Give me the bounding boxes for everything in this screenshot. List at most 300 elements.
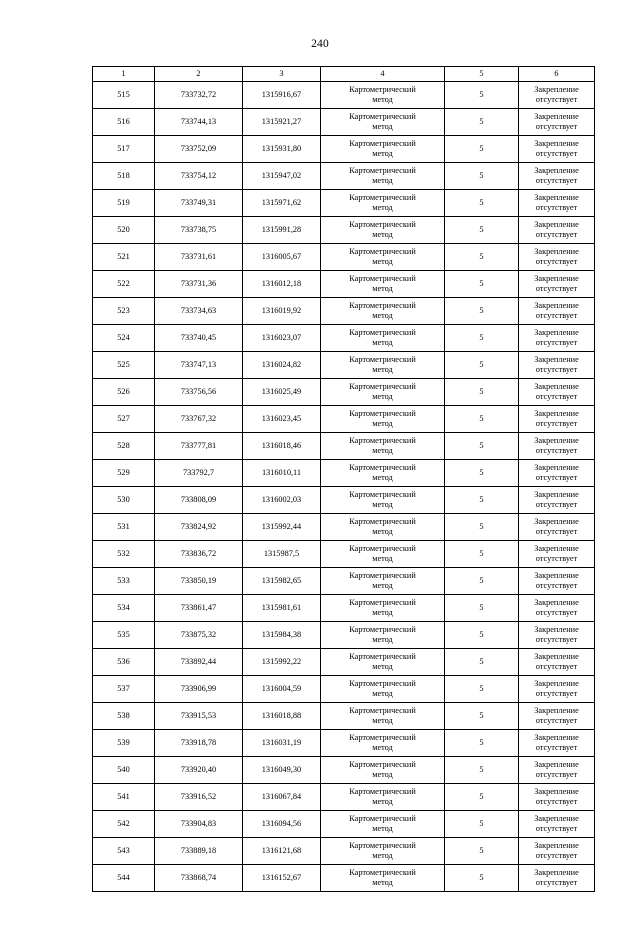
coordinate-x-cell: 733875,32 xyxy=(155,622,243,649)
table-row xyxy=(93,703,595,730)
point-number-cell: 528 xyxy=(93,433,155,460)
fixing-cell-line: Закрепление xyxy=(534,651,579,661)
point-number-cell: 542 xyxy=(93,811,155,838)
coordinate-y-cell: 1316010,11 xyxy=(243,460,321,487)
fixing-cell-line: отсутствует xyxy=(535,500,578,509)
column-header-3: 3 xyxy=(243,67,321,82)
coordinate-x-cell: 733734,63 xyxy=(155,298,243,325)
coordinate-x-cell: 733747,13 xyxy=(155,352,243,379)
table-row xyxy=(93,217,595,244)
point-number-cell: 541 xyxy=(93,784,155,811)
fixing-cell xyxy=(519,487,595,514)
point-number-cell: 524 xyxy=(93,325,155,352)
method-cell xyxy=(321,865,445,892)
coordinate-y-cell: 1316019,92 xyxy=(243,298,321,325)
table-row xyxy=(93,352,595,379)
method-cell-line: Картометрический xyxy=(349,705,416,715)
table-row xyxy=(93,784,595,811)
point-number-cell: 537 xyxy=(93,676,155,703)
fixing-cell xyxy=(519,244,595,271)
coordinate-y-cell: 1315984,38 xyxy=(243,622,321,649)
method-cell-line: Картометрический xyxy=(349,219,416,229)
coordinate-x-cell: 733731,61 xyxy=(155,244,243,271)
method-cell-line: метод xyxy=(372,743,393,752)
fixing-cell-line: отсутствует xyxy=(535,176,578,185)
point-number-cell: 533 xyxy=(93,568,155,595)
method-cell-line: Картометрический xyxy=(349,462,416,472)
fixing-cell-line: Закрепление xyxy=(534,165,579,175)
fixing-cell-line: Закрепление xyxy=(534,408,579,418)
point-number-cell: 527 xyxy=(93,406,155,433)
table-header-row xyxy=(93,67,595,82)
method-cell-line: метод xyxy=(372,662,393,671)
method-cell xyxy=(321,271,445,298)
fixing-cell-line: отсутствует xyxy=(535,257,578,266)
fixing-cell xyxy=(519,703,595,730)
table-row xyxy=(93,568,595,595)
method-cell xyxy=(321,406,445,433)
table-row xyxy=(93,406,595,433)
fixing-cell-line: отсутствует xyxy=(535,851,578,860)
coordinate-y-cell: 1316094,56 xyxy=(243,811,321,838)
method-cell-line: метод xyxy=(372,527,393,536)
method-cell xyxy=(321,82,445,109)
method-cell xyxy=(321,784,445,811)
error-cell: 5 xyxy=(445,514,519,541)
method-cell-line: метод xyxy=(372,446,393,455)
coordinate-y-cell: 1316121,68 xyxy=(243,838,321,865)
method-cell-line: метод xyxy=(372,284,393,293)
fixing-cell-line: Закрепление xyxy=(534,300,579,310)
method-cell-line: Картометрический xyxy=(349,327,416,337)
point-number-cell: 525 xyxy=(93,352,155,379)
point-number-cell: 518 xyxy=(93,163,155,190)
error-cell: 5 xyxy=(445,730,519,757)
table-container xyxy=(0,66,640,892)
point-number-cell: 521 xyxy=(93,244,155,271)
point-number-cell: 531 xyxy=(93,514,155,541)
fixing-cell-line: Закрепление xyxy=(534,381,579,391)
table-row xyxy=(93,136,595,163)
coordinate-y-cell: 1316023,07 xyxy=(243,325,321,352)
method-cell-line: Картометрический xyxy=(349,813,416,823)
method-cell xyxy=(321,136,445,163)
error-cell: 5 xyxy=(445,433,519,460)
coordinate-x-cell: 733740,45 xyxy=(155,325,243,352)
table-row xyxy=(93,163,595,190)
method-cell-line: метод xyxy=(372,95,393,104)
coordinate-y-cell: 1315981,61 xyxy=(243,595,321,622)
method-cell xyxy=(321,460,445,487)
method-cell-line: Картометрический xyxy=(349,138,416,148)
method-cell-line: метод xyxy=(372,365,393,374)
coordinate-x-cell: 733889,18 xyxy=(155,838,243,865)
method-cell-line: Картометрический xyxy=(349,192,416,202)
fixing-cell-line: Закрепление xyxy=(534,327,579,337)
coordinate-x-cell: 733777,81 xyxy=(155,433,243,460)
error-cell: 5 xyxy=(445,649,519,676)
table-row xyxy=(93,541,595,568)
fixing-cell xyxy=(519,568,595,595)
point-number-cell: 517 xyxy=(93,136,155,163)
error-cell: 5 xyxy=(445,163,519,190)
fixing-cell-line: отсутствует xyxy=(535,203,578,212)
method-cell xyxy=(321,190,445,217)
fixing-cell-line: Закрепление xyxy=(534,273,579,283)
fixing-cell-line: Закрепление xyxy=(534,840,579,850)
method-cell xyxy=(321,622,445,649)
table-row xyxy=(93,811,595,838)
method-cell xyxy=(321,487,445,514)
method-cell xyxy=(321,244,445,271)
fixing-cell xyxy=(519,433,595,460)
coordinate-y-cell: 1316002,03 xyxy=(243,487,321,514)
error-cell: 5 xyxy=(445,757,519,784)
method-cell-line: метод xyxy=(372,608,393,617)
method-cell-line: метод xyxy=(372,176,393,185)
fixing-cell-line: Закрепление xyxy=(534,138,579,148)
column-header-5: 5 xyxy=(445,67,519,82)
page-number: 240 xyxy=(311,38,329,50)
table-row xyxy=(93,514,595,541)
coordinate-y-cell: 1316005,67 xyxy=(243,244,321,271)
method-cell-line: Картометрический xyxy=(349,597,416,607)
fixing-cell-line: отсутствует xyxy=(535,716,578,725)
coordinate-y-cell: 1315992,44 xyxy=(243,514,321,541)
table-row xyxy=(93,298,595,325)
fixing-cell-line: Закрепление xyxy=(534,435,579,445)
table-row xyxy=(93,676,595,703)
fixing-cell-line: отсутствует xyxy=(535,770,578,779)
table-row xyxy=(93,622,595,649)
coordinate-y-cell: 1316024,82 xyxy=(243,352,321,379)
fixing-cell-line: отсутствует xyxy=(535,95,578,104)
error-cell: 5 xyxy=(445,190,519,217)
error-cell: 5 xyxy=(445,568,519,595)
coordinate-x-cell: 733738,75 xyxy=(155,217,243,244)
fixing-cell-line: отсутствует xyxy=(535,149,578,158)
column-header-6: 6 xyxy=(519,67,595,82)
fixing-cell-line: Закрепление xyxy=(534,219,579,229)
method-cell-line: метод xyxy=(372,824,393,833)
coordinate-x-cell: 733868,74 xyxy=(155,865,243,892)
fixing-cell xyxy=(519,676,595,703)
fixing-cell-line: отсутствует xyxy=(535,878,578,887)
fixing-cell-line: отсутствует xyxy=(535,608,578,617)
table-row xyxy=(93,379,595,406)
point-number-cell: 530 xyxy=(93,487,155,514)
error-cell: 5 xyxy=(445,82,519,109)
coordinate-x-cell: 733756,56 xyxy=(155,379,243,406)
fixing-cell xyxy=(519,352,595,379)
coordinate-x-cell: 733850,19 xyxy=(155,568,243,595)
coordinate-x-cell: 733824,92 xyxy=(155,514,243,541)
method-cell xyxy=(321,811,445,838)
error-cell: 5 xyxy=(445,595,519,622)
method-cell-line: Картометрический xyxy=(349,273,416,283)
method-cell-line: Картометрический xyxy=(349,543,416,553)
coordinate-y-cell: 1316025,49 xyxy=(243,379,321,406)
method-cell-line: метод xyxy=(372,635,393,644)
table-row xyxy=(93,109,595,136)
method-cell-line: Картометрический xyxy=(349,732,416,742)
method-cell-line: метод xyxy=(372,500,393,509)
coordinate-x-cell: 733906,99 xyxy=(155,676,243,703)
coordinate-x-cell: 733918,78 xyxy=(155,730,243,757)
coordinate-y-cell: 1315947,02 xyxy=(243,163,321,190)
fixing-cell-line: отсутствует xyxy=(535,635,578,644)
error-cell: 5 xyxy=(445,244,519,271)
point-number-cell: 523 xyxy=(93,298,155,325)
coordinate-x-cell: 733792,7 xyxy=(155,460,243,487)
table-row xyxy=(93,460,595,487)
error-cell: 5 xyxy=(445,271,519,298)
method-cell-line: Картометрический xyxy=(349,111,416,121)
method-cell-line: метод xyxy=(372,851,393,860)
error-cell: 5 xyxy=(445,298,519,325)
fixing-cell-line: Закрепление xyxy=(534,111,579,121)
method-cell xyxy=(321,676,445,703)
coordinate-y-cell: 1316152,67 xyxy=(243,865,321,892)
coordinate-y-cell: 1316018,46 xyxy=(243,433,321,460)
error-cell: 5 xyxy=(445,811,519,838)
fixing-cell xyxy=(519,649,595,676)
fixing-cell xyxy=(519,190,595,217)
coordinate-y-cell: 1315971,62 xyxy=(243,190,321,217)
coordinate-x-cell: 733767,32 xyxy=(155,406,243,433)
coordinate-x-cell: 733915,53 xyxy=(155,703,243,730)
method-cell xyxy=(321,568,445,595)
point-number-cell: 532 xyxy=(93,541,155,568)
coordinate-x-cell: 733749,31 xyxy=(155,190,243,217)
point-number-cell: 522 xyxy=(93,271,155,298)
error-cell: 5 xyxy=(445,838,519,865)
error-cell: 5 xyxy=(445,541,519,568)
fixing-cell xyxy=(519,460,595,487)
method-cell xyxy=(321,298,445,325)
fixing-cell-line: Закрепление xyxy=(534,759,579,769)
method-cell xyxy=(321,163,445,190)
fixing-cell xyxy=(519,541,595,568)
method-cell-line: метод xyxy=(372,257,393,266)
point-number-cell: 544 xyxy=(93,865,155,892)
fixing-cell-line: Закрепление xyxy=(534,597,579,607)
coordinate-y-cell: 1316031,19 xyxy=(243,730,321,757)
table-row xyxy=(93,82,595,109)
fixing-cell xyxy=(519,136,595,163)
table-row xyxy=(93,271,595,298)
fixing-cell xyxy=(519,838,595,865)
method-cell-line: метод xyxy=(372,338,393,347)
fixing-cell xyxy=(519,757,595,784)
table-row xyxy=(93,649,595,676)
method-cell-line: Картометрический xyxy=(349,624,416,634)
coordinate-x-cell: 733861,47 xyxy=(155,595,243,622)
fixing-cell-line: Закрепление xyxy=(534,354,579,364)
method-cell-line: метод xyxy=(372,581,393,590)
coordinate-x-cell: 733731,36 xyxy=(155,271,243,298)
table-row xyxy=(93,757,595,784)
fixing-cell-line: отсутствует xyxy=(535,338,578,347)
coordinate-x-cell: 733920,40 xyxy=(155,757,243,784)
coordinate-y-cell: 1316018,88 xyxy=(243,703,321,730)
fixing-cell-line: отсутствует xyxy=(535,581,578,590)
method-cell xyxy=(321,730,445,757)
fixing-cell-line: Закрепление xyxy=(534,246,579,256)
method-cell xyxy=(321,514,445,541)
coordinate-x-cell: 733808,09 xyxy=(155,487,243,514)
fixing-cell-line: Закрепление xyxy=(534,678,579,688)
fixing-cell-line: Закрепление xyxy=(534,867,579,877)
table-row xyxy=(93,190,595,217)
fixing-cell-line: Закрепление xyxy=(534,543,579,553)
point-number-cell: 538 xyxy=(93,703,155,730)
table-row xyxy=(93,595,595,622)
error-cell: 5 xyxy=(445,460,519,487)
column-header-1: 1 xyxy=(93,67,155,82)
method-cell xyxy=(321,541,445,568)
fixing-cell xyxy=(519,82,595,109)
method-cell xyxy=(321,109,445,136)
method-cell xyxy=(321,649,445,676)
method-cell xyxy=(321,595,445,622)
method-cell-line: метод xyxy=(372,392,393,401)
point-number-cell: 534 xyxy=(93,595,155,622)
error-cell: 5 xyxy=(445,217,519,244)
point-number-cell: 539 xyxy=(93,730,155,757)
method-cell-line: Картометрический xyxy=(349,489,416,499)
point-number-cell: 536 xyxy=(93,649,155,676)
fixing-cell xyxy=(519,730,595,757)
fixing-cell-line: отсутствует xyxy=(535,446,578,455)
table-row xyxy=(93,865,595,892)
fixing-cell xyxy=(519,271,595,298)
coordinate-y-cell: 1315921,27 xyxy=(243,109,321,136)
method-cell-line: метод xyxy=(372,554,393,563)
table-row xyxy=(93,433,595,460)
coordinate-x-cell: 733752,09 xyxy=(155,136,243,163)
error-cell: 5 xyxy=(445,622,519,649)
method-cell-line: Картометрический xyxy=(349,840,416,850)
method-cell-line: метод xyxy=(372,716,393,725)
fixing-cell-line: отсутствует xyxy=(535,554,578,563)
fixing-cell-line: Закрепление xyxy=(534,786,579,796)
fixing-cell xyxy=(519,298,595,325)
method-cell-line: Картометрический xyxy=(349,165,416,175)
fixing-cell-line: отсутствует xyxy=(535,122,578,131)
fixing-cell-line: отсутствует xyxy=(535,311,578,320)
point-number-cell: 540 xyxy=(93,757,155,784)
method-cell-line: Картометрический xyxy=(349,570,416,580)
error-cell: 5 xyxy=(445,487,519,514)
method-cell-line: Картометрический xyxy=(349,651,416,661)
fixing-cell-line: Закрепление xyxy=(534,462,579,472)
method-cell xyxy=(321,703,445,730)
coordinates-table xyxy=(92,66,595,892)
method-cell-line: Картометрический xyxy=(349,867,416,877)
fixing-cell xyxy=(519,622,595,649)
fixing-cell-line: Закрепление xyxy=(534,516,579,526)
coordinate-y-cell: 1316023,45 xyxy=(243,406,321,433)
fixing-cell-line: отсутствует xyxy=(535,230,578,239)
method-cell-line: Картометрический xyxy=(349,354,416,364)
table-row xyxy=(93,838,595,865)
method-cell-line: метод xyxy=(372,473,393,482)
fixing-cell xyxy=(519,595,595,622)
table-row xyxy=(93,244,595,271)
fixing-cell xyxy=(519,163,595,190)
table-row xyxy=(93,487,595,514)
method-cell xyxy=(321,838,445,865)
point-number-cell: 529 xyxy=(93,460,155,487)
method-cell-line: метод xyxy=(372,689,393,698)
error-cell: 5 xyxy=(445,379,519,406)
fixing-cell-line: Закрепление xyxy=(534,570,579,580)
fixing-cell xyxy=(519,514,595,541)
coordinate-x-cell: 733732,72 xyxy=(155,82,243,109)
method-cell xyxy=(321,379,445,406)
point-number-cell: 519 xyxy=(93,190,155,217)
fixing-cell-line: отсутствует xyxy=(535,662,578,671)
method-cell-line: метод xyxy=(372,122,393,131)
method-cell-line: Картометрический xyxy=(349,435,416,445)
table-row xyxy=(93,325,595,352)
method-cell-line: метод xyxy=(372,770,393,779)
point-number-cell: 520 xyxy=(93,217,155,244)
coordinate-y-cell: 1316049,30 xyxy=(243,757,321,784)
coordinate-y-cell: 1316067,84 xyxy=(243,784,321,811)
table-body xyxy=(93,67,595,892)
error-cell: 5 xyxy=(445,352,519,379)
coordinate-y-cell: 1315991,28 xyxy=(243,217,321,244)
fixing-cell xyxy=(519,379,595,406)
coordinate-y-cell: 1315916,67 xyxy=(243,82,321,109)
fixing-cell-line: отсутствует xyxy=(535,419,578,428)
method-cell xyxy=(321,433,445,460)
method-cell-line: метод xyxy=(372,149,393,158)
method-cell xyxy=(321,217,445,244)
method-cell-line: Картометрический xyxy=(349,408,416,418)
point-number-cell: 526 xyxy=(93,379,155,406)
method-cell-line: метод xyxy=(372,797,393,806)
column-header-2: 2 xyxy=(155,67,243,82)
method-cell-line: метод xyxy=(372,878,393,887)
fixing-cell-line: отсутствует xyxy=(535,392,578,401)
method-cell-line: метод xyxy=(372,311,393,320)
fixing-cell-line: Закрепление xyxy=(534,489,579,499)
fixing-cell-line: Закрепление xyxy=(534,84,579,94)
error-cell: 5 xyxy=(445,784,519,811)
fixing-cell-line: отсутствует xyxy=(535,473,578,482)
fixing-cell-line: отсутствует xyxy=(535,527,578,536)
coordinate-x-cell: 733754,12 xyxy=(155,163,243,190)
coordinate-x-cell: 733916,52 xyxy=(155,784,243,811)
coordinate-x-cell: 733904,83 xyxy=(155,811,243,838)
fixing-cell-line: Закрепление xyxy=(534,192,579,202)
fixing-cell xyxy=(519,865,595,892)
method-cell-line: Картометрический xyxy=(349,786,416,796)
fixing-cell xyxy=(519,109,595,136)
method-cell-line: метод xyxy=(372,230,393,239)
fixing-cell-line: Закрепление xyxy=(534,624,579,634)
fixing-cell-line: Закрепление xyxy=(534,732,579,742)
method-cell xyxy=(321,757,445,784)
point-number-cell: 535 xyxy=(93,622,155,649)
table-row xyxy=(93,730,595,757)
point-number-cell: 515 xyxy=(93,82,155,109)
method-cell-line: Картометрический xyxy=(349,84,416,94)
coordinate-y-cell: 1315987,5 xyxy=(243,541,321,568)
